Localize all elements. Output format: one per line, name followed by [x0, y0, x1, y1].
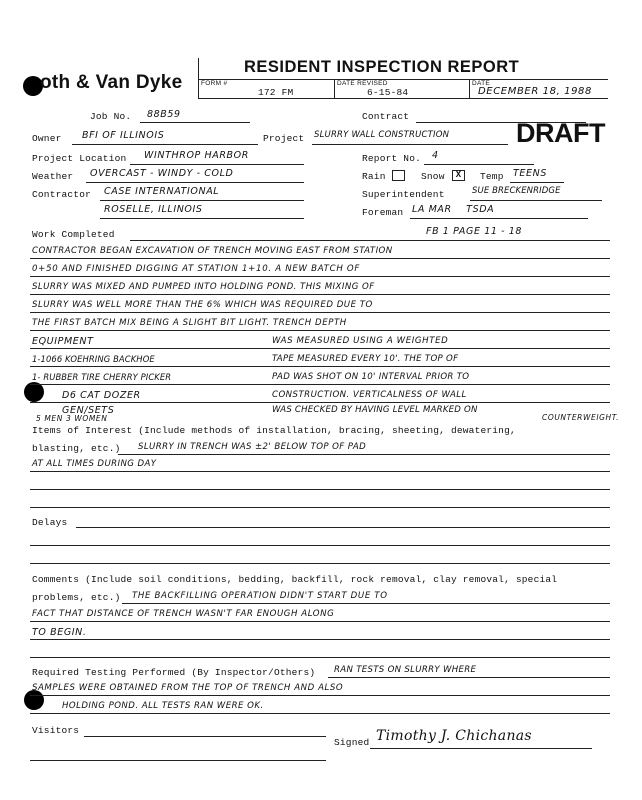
work-completed-label: Work Completed — [32, 229, 115, 240]
signature: Timothy J. Chichanas — [376, 728, 532, 744]
contractor-value-line2: ROSELLE, ILLINOIS — [104, 204, 203, 215]
equipment-right-2: TAPE MEASURED EVERY 10'. THE TOP OF — [272, 354, 459, 364]
counterweight-note: COUNTERWEIGHT. — [542, 413, 620, 422]
form-label: FORM # — [201, 80, 228, 87]
header-cell-divider-1 — [334, 79, 335, 98]
equipment-rule-1 — [30, 348, 610, 349]
equipment-left-3: 1- RUBBER TIRE CHERRY PICKER — [32, 372, 172, 382]
interest-rule-1 — [118, 454, 610, 455]
comments-line-2: FACT THAT DISTANCE OF TRENCH WASN'T FAR ENOUGH ALONG — [32, 609, 335, 619]
temp-value: TEENS — [513, 168, 547, 179]
owner-value: BFI OF ILLINOIS — [82, 130, 165, 141]
date-revised-value: 6-15-84 — [367, 87, 409, 98]
project-value: SLURRY WALL CONSTRUCTION — [314, 130, 450, 140]
equipment-rule-3 — [30, 384, 610, 385]
location-value: WINTHROP HARBOR — [144, 150, 249, 161]
testing-line-3: HOLDING POND. ALL TESTS RAN WERE OK. — [62, 701, 264, 711]
header-rule — [198, 79, 608, 80]
equipment-rule-4 — [30, 402, 610, 403]
comments-line-3: TO BEGIN. — [32, 627, 87, 638]
comments-rule-1 — [122, 603, 610, 604]
comments-label-line1: Comments (Include soil conditions, bedding, backfill, rock removal, clay removal, special — [32, 574, 558, 585]
rain-label: Rain — [362, 171, 386, 182]
foreman-label: Foreman — [362, 207, 404, 218]
delays-rule-2 — [30, 545, 610, 546]
contract-label: Contract — [362, 111, 410, 122]
testing-rule-3 — [30, 713, 610, 714]
weather-label: Weather — [32, 171, 74, 182]
equipment-left-2: 1-1066 KOEHRING BACKHOE — [32, 354, 155, 364]
equipment-right-4: CONSTRUCTION. VERTICALNESS OF WALL — [272, 390, 467, 400]
contractor-value-line1: CASE INTERNATIONAL — [104, 186, 220, 197]
work-rule-1 — [30, 258, 610, 259]
visitors-rule-2 — [30, 760, 326, 761]
temp-label: Temp — [480, 171, 504, 182]
work-line-4: SLURRY WAS WELL MORE THAN THE 6% WHICH WAS REQUIRED DUE TO — [32, 300, 373, 310]
crew-note: 5 MEN 3 WOMEN — [36, 414, 108, 423]
form-value: 172 FM — [258, 87, 294, 98]
interest-rule-4 — [30, 507, 610, 508]
header-divider-vertical — [198, 58, 199, 98]
job-no-value: 88B59 — [147, 109, 181, 120]
signature-rule — [370, 748, 592, 749]
work-line-3: SLURRY WAS MIXED AND PUMPED INTO HOLDING POND. THIS MIXING OF — [32, 282, 375, 292]
equipment-right-3: PAD WAS SHOT ON 10' INTERVAL PRIOR TO — [272, 372, 470, 382]
report-no-line — [424, 152, 534, 165]
comments-label-line2: problems, etc.) — [32, 592, 121, 603]
work-rule-4 — [30, 312, 610, 313]
binder-hole-middle — [24, 382, 44, 402]
header-cell-divider-2 — [469, 79, 470, 98]
interest-label-line1: Items of Interest (Include methods of installation, bracing, sheeting, dewatering, — [32, 425, 516, 436]
testing-rule-1 — [328, 677, 610, 678]
interest-rule-2 — [30, 471, 610, 472]
company-name: oth & Van Dyke — [40, 72, 183, 93]
interest-line-1: SLURRY IN TRENCH WAS ±2' BELOW TOP OF PAD — [138, 442, 367, 452]
equipment-left-5: GEN/SETS — [62, 405, 115, 416]
weather-value: OVERCAST - WINDY - COLD — [90, 168, 234, 179]
superintendent-label: Superintendent — [362, 189, 445, 200]
equipment-right-5: WAS CHECKED BY HAVING LEVEL MARKED ON — [272, 405, 478, 415]
equipment-rule-2 — [30, 366, 610, 367]
delays-label: Delays — [32, 517, 68, 528]
interest-rule-3 — [30, 489, 610, 490]
job-no-label: Job No. — [90, 111, 132, 122]
location-label: Project Location — [32, 153, 127, 164]
report-title: RESIDENT INSPECTION REPORT — [244, 58, 520, 76]
equipment-right-1: WAS MEASURED USING A WEIGHTED — [272, 336, 449, 346]
comments-rule-3 — [30, 639, 610, 640]
delays-rule-3 — [30, 563, 610, 564]
visitors-label: Visitors — [32, 725, 80, 736]
comments-rule-4 — [30, 657, 610, 658]
signed-label: Signed — [334, 737, 370, 748]
report-no-value: 4 — [432, 150, 439, 161]
project-label: Project — [263, 133, 305, 144]
contractor-label: Contractor — [32, 189, 92, 200]
testing-line-1: RAN TESTS ON SLURRY WHERE — [334, 665, 477, 675]
delays-rule-1 — [76, 527, 610, 528]
snow-checkbox[interactable]: X — [452, 170, 465, 181]
testing-line-2: SAMPLES WERE OBTAINED FROM THE TOP OF TRENCH AND ALSO — [32, 683, 344, 693]
testing-label: Required Testing Performed (By Inspector/Others) — [32, 667, 316, 678]
binder-hole-bottom — [24, 690, 44, 710]
draft-stamp: DRAFT — [516, 118, 605, 148]
work-rule-3 — [30, 294, 610, 295]
date-label: DATE — [472, 80, 491, 87]
interest-label-line2: blasting, etc.) — [32, 443, 121, 454]
comments-line-1: THE BACKFILLING OPERATION DIDN'T START DUE TO — [132, 591, 388, 601]
comments-rule-2 — [30, 621, 610, 622]
foreman-value: LA MAR TSDA — [412, 204, 495, 215]
work-line-2: 0+50 AND FINISHED DIGGING AT STATION 1+10. A NEW BATCH OF — [32, 264, 361, 274]
testing-rule-2 — [30, 695, 610, 696]
equipment-left-4: D6 CAT DOZER — [62, 390, 141, 401]
snow-label: Snow — [421, 171, 445, 182]
visitors-rule — [84, 736, 326, 737]
header-bottom-rule — [198, 98, 608, 99]
contract-line — [416, 110, 586, 123]
work-line-5: THE FIRST BATCH MIX BEING A SLIGHT BIT LIGHT. TRENCH DEPTH — [32, 318, 347, 328]
interest-line-2: AT ALL TIMES DURING DAY — [32, 459, 157, 469]
work-line-1: CONTRACTOR BEGAN EXCAVATION OF TRENCH MOVING EAST FROM STATION — [32, 246, 393, 256]
superintendent-value: SUE BRECKENRIDGE — [472, 186, 561, 196]
work-header-rule — [130, 240, 610, 241]
work-rule-5 — [30, 330, 610, 331]
date-value: DECEMBER 18, 1988 — [478, 86, 592, 97]
work-rule-2 — [30, 276, 610, 277]
rain-checkbox[interactable] — [392, 170, 405, 181]
report-no-label: Report No. — [362, 153, 422, 164]
date-revised-label: DATE REVISED — [337, 80, 388, 87]
owner-label: Owner — [32, 133, 62, 144]
work-page-reference: FB 1 PAGE 11 - 18 — [426, 226, 523, 237]
equipment-left-1: EQUIPMENT — [32, 336, 94, 347]
